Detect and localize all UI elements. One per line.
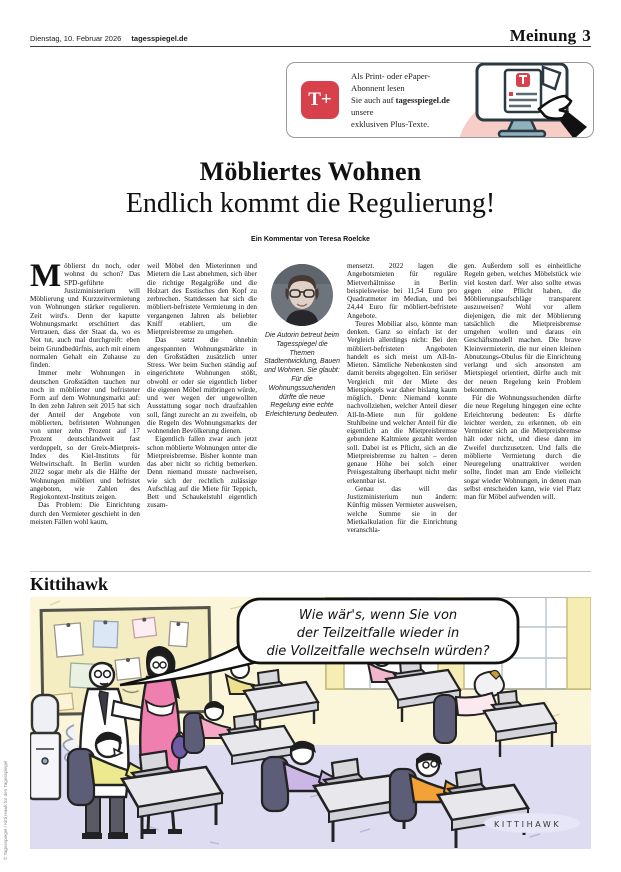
author-caption: Die Autorin betreut beim Tagesspiegel die Themen Stadtentwicklung, Bauen und Wohnen. Sie glaubt: Für die Wohnungssuchenden dürfte die neue Regelung eine echte Erleichterung bedeuten. bbox=[264, 332, 340, 419]
promo-text bbox=[351, 70, 455, 130]
author-photo bbox=[271, 264, 333, 326]
author-column bbox=[264, 262, 340, 562]
article-column-3 bbox=[347, 262, 457, 562]
promo-line-1: Als Print- oder ePaper-Abonnent lesen bbox=[351, 71, 431, 93]
paragraph: Genau das will das Justizministerium nun ändern: Künftig müssen Vermieter ausweisen, welche Summe sie in der Mietkalkulation für die Einrichtung veranschla- bbox=[347, 484, 457, 534]
paragraph: Das Problem: Die Einrichtung durch den Vermieter geschieht in den meisten Fällen wohl kaum, bbox=[30, 501, 140, 526]
promo-line-3: exklusiven Plus-Texte. bbox=[351, 119, 430, 129]
paragraph bbox=[30, 262, 140, 369]
page-number: 3 bbox=[582, 26, 591, 45]
plus-promo-box bbox=[286, 62, 594, 138]
bubble-line-2: der Teilzeitfalle wieder in bbox=[296, 626, 460, 641]
paragraph: Immer mehr Wohnungen in deutschen Großstädten tauchen nur noch in möblierter und befristeter Form auf dem Wohnungsmarkt auf: In den zehn Jahren seit 2015 hat sich der Anteil der Angebote von möblierten, befristeten Wohnungen von unter zehn Prozent auf 17 Prozent deutschlandweit fast verdoppelt, so der Greix-Mietpreis-Index des Kiel-Instituts für Weltwirtschaft. In Berlin wurden 2022 sogar mehr als die Hälfte der Wohnungen möbliert und befristet angeboten, wie Zahlen des Regiokontext-Instituts zeigen. bbox=[30, 369, 140, 501]
bulletin-board bbox=[41, 608, 211, 715]
promo-line-2a: Sie auch auf bbox=[351, 95, 396, 105]
paragraph: Eigentlich fallen zwar auch jetzt schon möblierte Wohnungen unter die Mietpreisbremse. Bisher konnte man das aber nicht so richtig bemerken. Denn niemand musste nachweisen, wie sich der rechtlich zulässige Aufschlag auf die Miete für Teppich, Bett und Schaukelstuhl eigentlich zusam- bbox=[147, 435, 257, 510]
masthead-left bbox=[30, 34, 188, 43]
issue-date: Dienstag, 10. Februar 2026 bbox=[30, 34, 122, 43]
cartoonist-signature: KITTIHAWK bbox=[494, 820, 562, 829]
paragraph: gen. Außerdem soll es einheitliche Regeln geben, welches Möbelstück wie viel kosten darf. Wer also sollte etwas gegen eine Pflicht haben, die Möblierungsaufschläge transparent auszuweisen? Wohl vor allem diejenigen, die mit der Möblierung tatsächlich die Mietpreisbremse umgehen wollen und daraus ein Geschäftsmodell machen. Die brave Kleinvermieterin, die nur einen kleinen Abnutzungs-Obulus für die Einrichtung verlangt und sich ansonsten am Mietspiegel orientiert, dürfte auch mit der neuen Regelung kein Problem bekommen. bbox=[464, 262, 581, 394]
site-domain: tagesspiegel.de bbox=[131, 34, 188, 43]
article-headline: Endlich kommt die Regulierung! bbox=[125, 188, 496, 219]
tplus-logo-text: T+ bbox=[308, 89, 332, 110]
page-header bbox=[30, 26, 591, 46]
paragraph: weil Möbel den Mieterinnen und Mietern die Last abnehmen, sich über die richtige Regalgröße und die Holzart des Esstisches den Kopf zu zerbrechen. Stattdessen hat sich die möbliert-befristete Vermietung in den vergangenen Jahren als beliebter Kniff etabliert, um die Mietpreisbremse zu umgehen. bbox=[147, 262, 257, 336]
article-column-1 bbox=[30, 262, 140, 562]
masthead-rule bbox=[30, 46, 591, 47]
tplus-logo bbox=[301, 81, 339, 119]
article-body bbox=[30, 262, 591, 562]
editorial-cartoon bbox=[30, 597, 591, 849]
paragraph: mensetzt. 2022 lagen die Angebotsmieten für reguläre Mietverhältnisse in Berlin beispielsweise bei 11,54 Euro pro Quadratmeter im Median, und bei 24,44 Euro für möbliert-befristete Angebote. bbox=[347, 262, 457, 320]
article-kicker: Möbliertes Wohnen bbox=[199, 157, 422, 186]
article-byline: Ein Kommentar von Teresa Roelcke bbox=[251, 236, 370, 243]
bubble-line-1: Wie wär's, wenn Sie von bbox=[298, 608, 458, 623]
promo-domain: tagesspiegel.de bbox=[395, 95, 450, 105]
cartoon-title: Kittihawk bbox=[30, 574, 109, 594]
cartoon-credit: © Tagesspiegel / Kitti Hawk für den Tagesspiegel bbox=[3, 760, 8, 860]
paragraph: Das setzt die ohnehin angespannten Wohnungsmärkte in den Großstädten zusätzlich unter Stress. Wer beim Suchen ständig auf eingerichtete Wohnungen stößt, obwohl er oder sie eigentlich lieber die eigenen Möbel mitbringen würde, und wer wegen der ungewollten Ausstattung sogar noch draufzahlen soll, fängt zurecht an zu zweifeln, ob die Regeln des Wohnungsmarkts der wohnenden Bevölkerung dienen. bbox=[147, 336, 257, 435]
promo-line-2b: unsere bbox=[351, 107, 374, 117]
paragraph: Für die Wohnungssuchenden dürfte die neue Regelung hingegen eine echte Erleichterung bedeuten: Es dürfte leichter werden, zu erkennen, ob ein Vermieter sich an die Mietpreisbremse hält oder nicht, und diese dann im Zweifel durchzusetzen. Und falls die möblierte Vermietung durch die Neuregelung unattraktiver werden sollte, findet man am Ende vielleicht sogar wieder Wohnungen, in denen man selbst entscheiden kann, wie viel Platz man für Möbel aufwenden will. bbox=[464, 394, 581, 501]
article-column-4 bbox=[464, 262, 581, 562]
paragraph-text: öblierst du noch, oder wohnst du schon? Das SPD-geführte Justizministerium will Möblierung und Kurzzeitvermietung von Wohnungen stärker regulieren. Zeit wird's. Denn der kaputte Wohnungsmarkt erschüttert das Vertrauen, dass der Staat da, wo es Not tut, auch mal durchgreift: eben beim Grundbedürfnis, auch mit einem normalen Gehalt ein Zuhause zu finden. bbox=[30, 262, 140, 369]
water-cooler bbox=[30, 695, 60, 799]
paragraph: Teures Mobiliar also, könnte man denken. Ganz so einfach ist der Vergleich allerdings nicht: Bei den möbliert-befristeten Angeboten handelt es sich meist um All-In-Mieten. Sämtliche Nebenkosten sind damit bereits abgegolten. Ein seriöser Vergleich mit der Miete des Mietspiegels war daher bislang kaum möglich. Denn: Niemand konnte nachvollziehen, welcher Anteil dieser All-In-Miete nun für goldene Stuhlbeine und welcher Anteil für die eigentlich an die Mietpreisbremse gebundene Kaltmiete gezahlt werden soll. Dabei ist es Pflicht, sich an die Mietpreisbremse zu halten – deren genaue Höhe bei solch einer Preisgestaltung überhaupt nicht mehr erkennbar ist. bbox=[347, 319, 457, 485]
section-title bbox=[510, 26, 591, 46]
drop-cap: M bbox=[30, 262, 62, 294]
bubble-line-3: die Vollzeitfalle wechseln würden? bbox=[266, 644, 490, 659]
monitor-illustration bbox=[455, 63, 593, 137]
section-name: Meinung bbox=[509, 26, 577, 45]
article-column-2 bbox=[147, 262, 257, 562]
cartoon-section-rule bbox=[30, 571, 591, 572]
